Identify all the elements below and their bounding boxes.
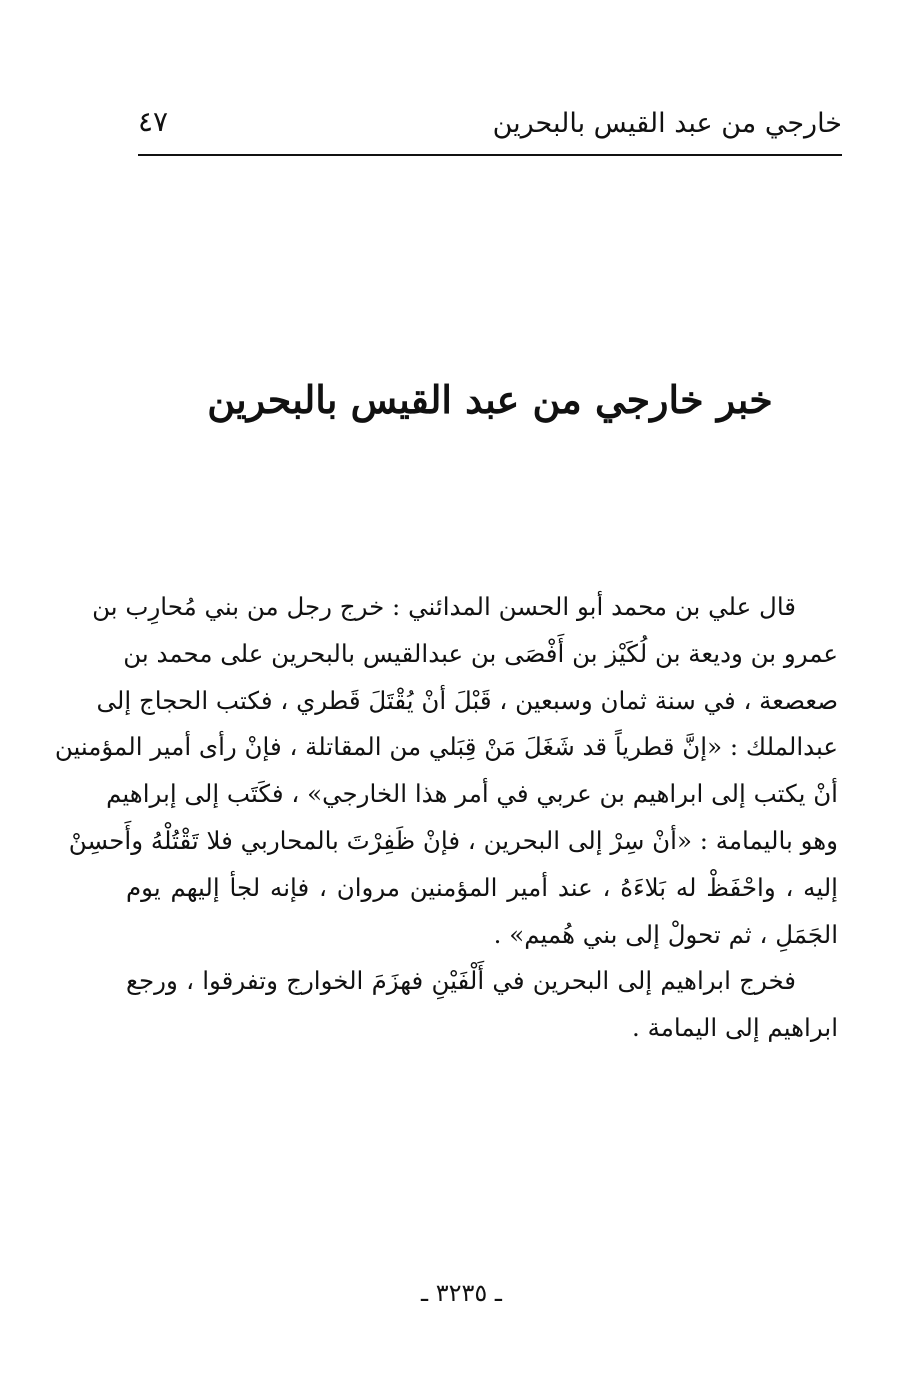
text-line: ابراهيم إلى اليمامة . — [632, 1013, 838, 1043]
page-folio: ـ ٣٢٣٥ ـ — [421, 1279, 502, 1307]
text-line: إليه ، واحْفَظْ له بَلاءَهُ ، عند أمير المؤمنين مروان ، فإنه لجأ إليهم يوم — [126, 872, 838, 902]
text-line: وهو باليمامة : «أنْ سِرْ إلى البحرين ، فإنْ ظَفِرْتَ بالمحاربي فلا تَقْتُلْهُ وأَحسِنْ — [68, 825, 838, 855]
running-title: خارجي من عبد القيس بالبحرين — [492, 108, 842, 139]
text-line: فخرج ابراهيم إلى البحرين في أَلْفَيْنِ فهزَمَ الخوارج وتفرقوا ، ورجع — [126, 966, 796, 996]
text-line: عبدالملك : «إنَّ قطرياً قد شَغَلَ مَنْ قِبَلي من المقاتلة ، فإنْ رأى أمير المؤمنين — [54, 732, 838, 762]
text-line: قال علي بن محمد أبو الحسن المدائني : خرج رجل من بني مُحارِب بن — [92, 592, 796, 621]
page-number: ٤٧ — [138, 105, 169, 138]
running-header — [138, 96, 842, 156]
text-line: الجَمَلِ ، ثم تحولْ إلى بني هُميم» . — [493, 919, 838, 949]
article-body — [54, 584, 838, 1052]
text-line: صعصعة ، في سنة ثمان وسبعين ، قَبْلَ أنْ يُقْتَلَ قَطري ، فكتب الحجاج إلى — [96, 685, 838, 715]
article-title: خبر خارجي من عبد القيس بالبحرين — [207, 377, 773, 422]
text-line: أنْ يكتب إلى ابراهيم بن عربي في أمر هذا الخارجي» ، فكَتَب إلى إبراهيم — [106, 779, 838, 809]
text-line: عمرو بن وديعة بن لُكَيْز بن أَفْصَى بن عبدالقيس بالبحرين على محمد بن — [123, 638, 838, 668]
